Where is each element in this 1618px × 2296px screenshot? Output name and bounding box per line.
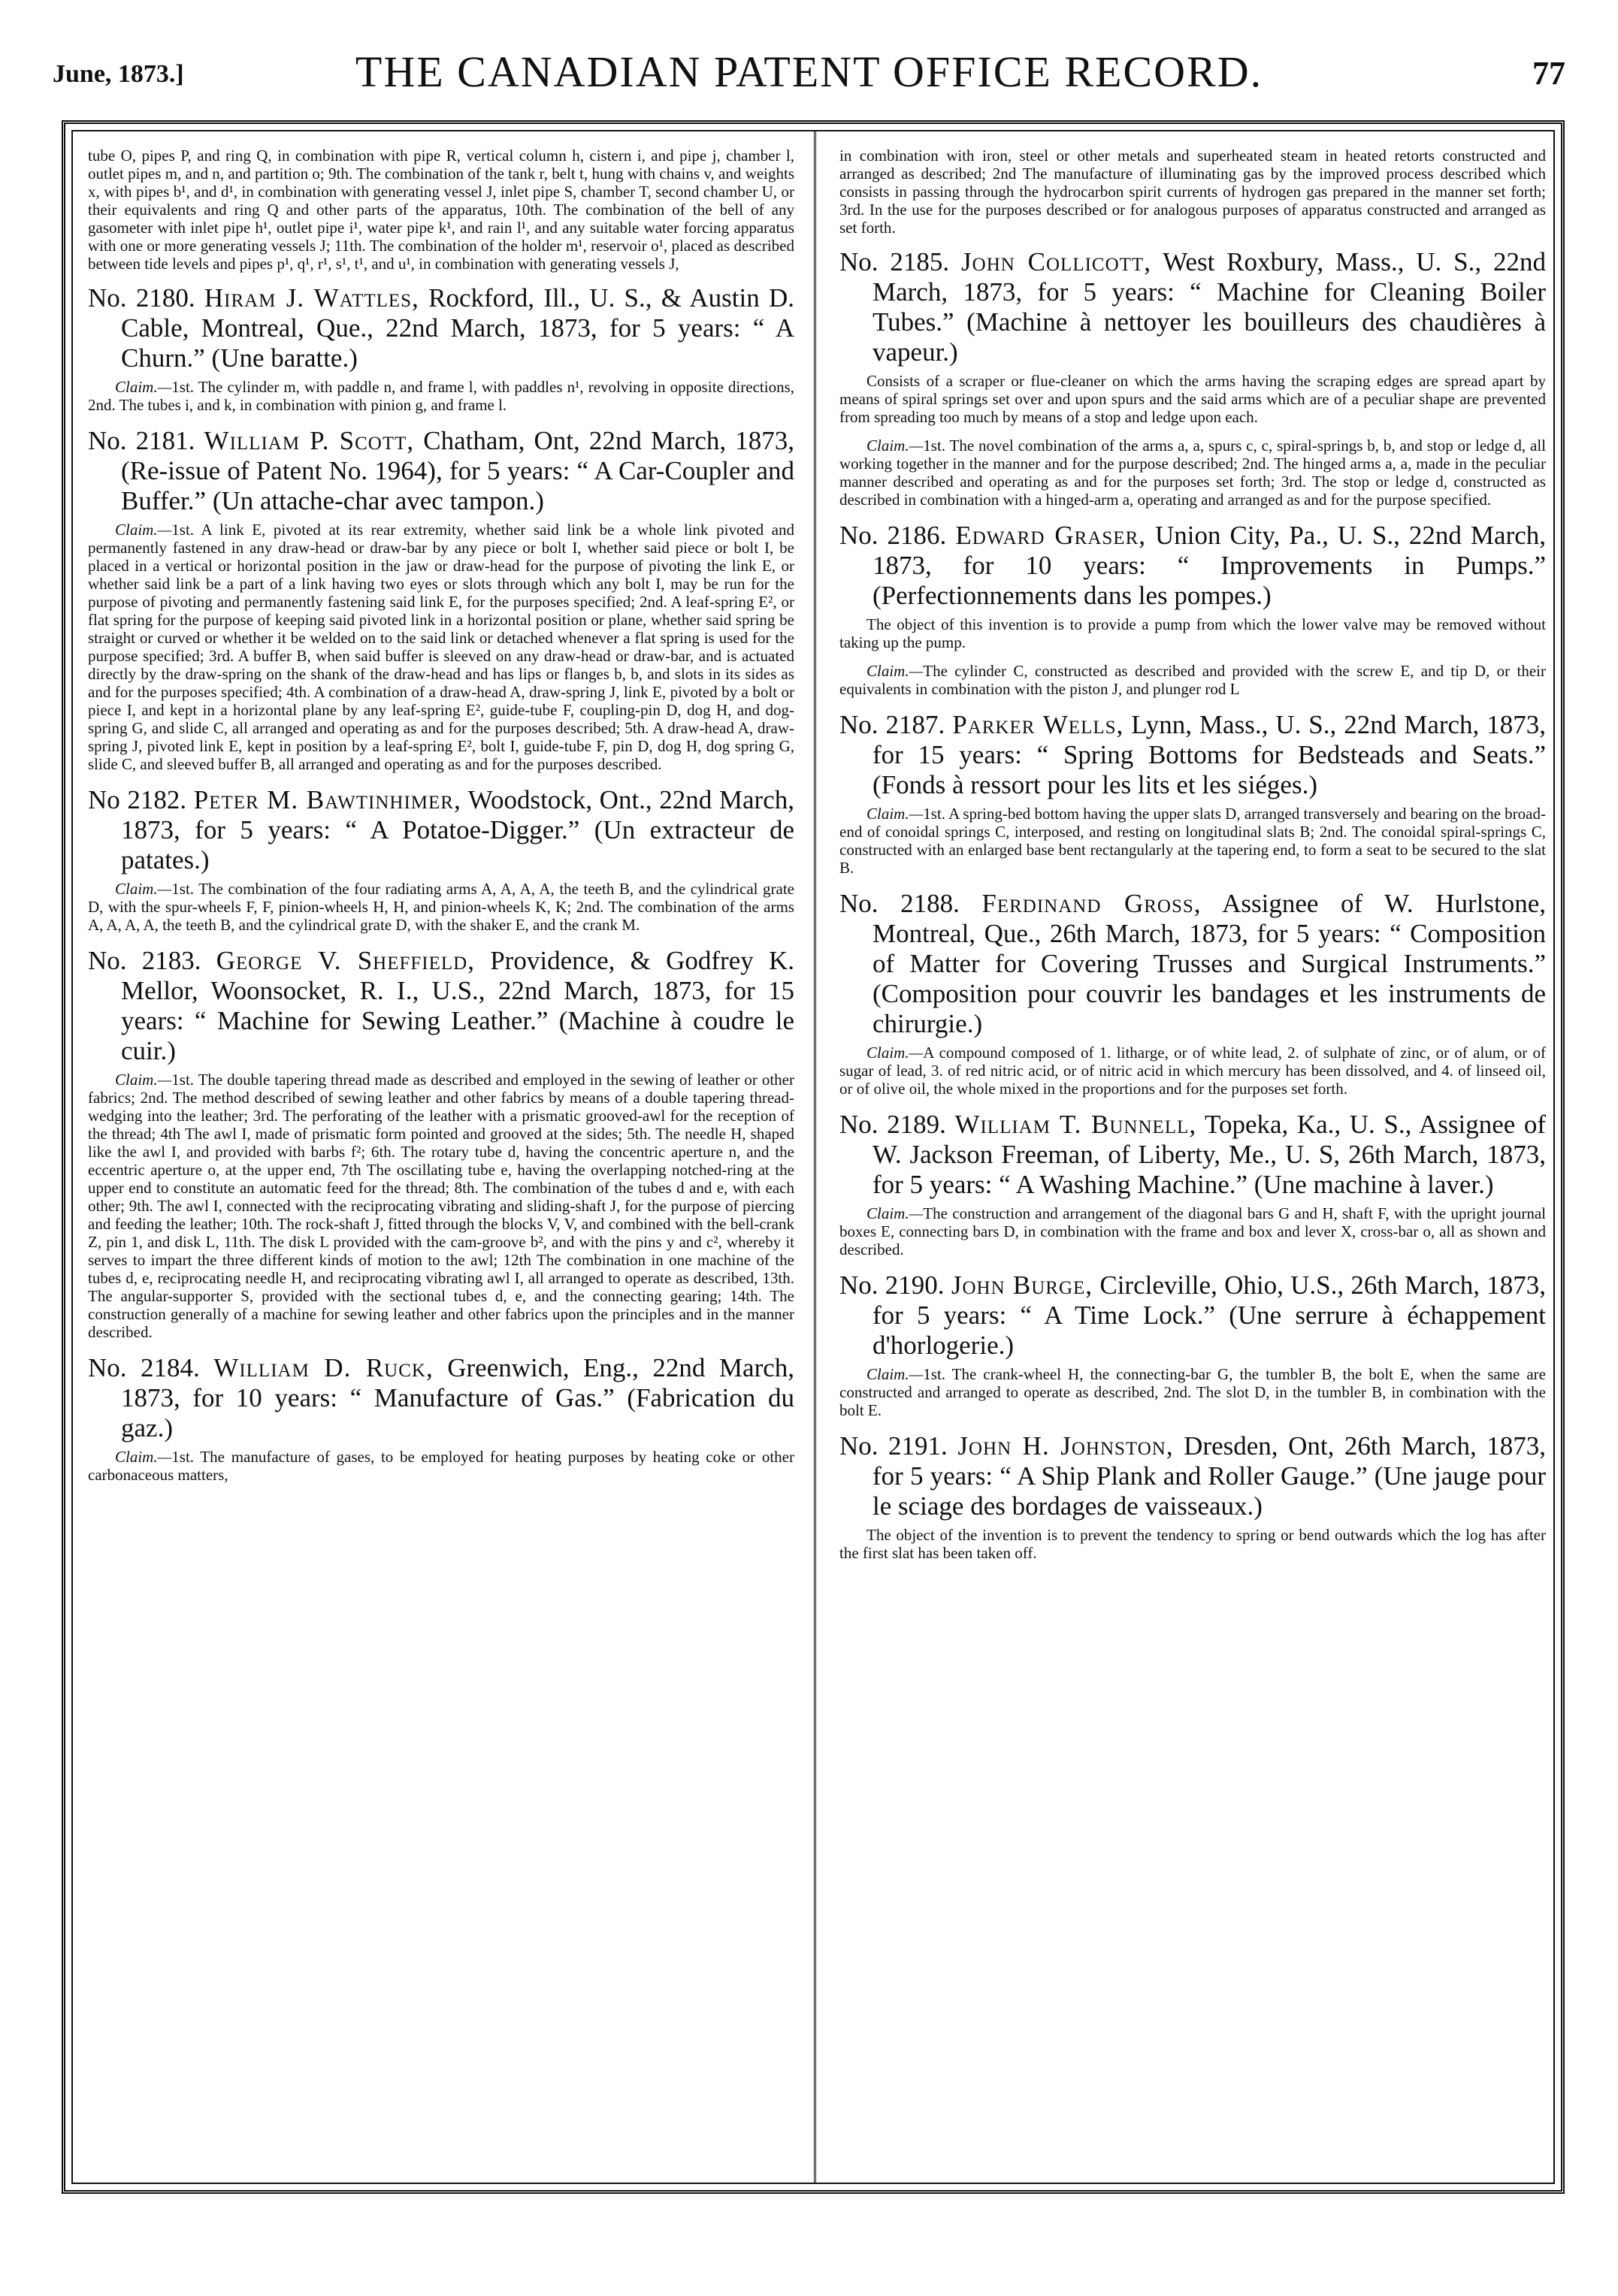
claim-body: The cylinder C, constructed as described and provided with the screw E, and tip D, or their equivalents in combination with the piston J, and plunger rod L	[839, 662, 1546, 698]
patent-entry-2183	[88, 946, 794, 1341]
patent-details: Greenwich, Eng., 22nd March, 1873, for 10 years: “ Manufacture of Gas.” (Fabrication du gaz.)	[121, 1353, 794, 1443]
column-divider	[814, 130, 816, 2184]
patentee-name: Hiram J. Wattles,	[204, 283, 419, 313]
claim-body: 1st. A link E, pivoted at its rear extremity, whether said link be a whole link pivoted and permanently fastened in any draw-head or draw-bar by any piece or bolt I, whether said piece or bolt I, be placed in a vertical or horizontal position in the jaw or draw-head for the purpose of pivoting the link E, or whether said link be a part of a link having two eyes or slots through which any bolt I, may be run for the purpose of pivoting and permanently fastening said link E, for the purposes specified; 2nd. A leaf-spring E², or flat spring for the purpose of keeping said pivoted link in a horizontal position or plane, whether said spring be straight or curved or whether it be welded on to the said link or detached whenever a flat spring is used for the purpose specified; 3rd. A buffer B, when said buffer is sleeved on any draw-head or draw-bar, and is actuated directly by the draw-spring on the shank of the draw-head and has lips or flanges b, b, and slots in its sides as and for the purposes specified; 4th. A combination of a draw-head A, draw-spring J, link E, pivoted by a bolt or piece I, and kept in a horizontal plane by any leaf-spring E², guide-tube F, coupling-pin D, dog H, and dog-spring G, and slide C, all arranged and operating as and for the purposes described; 5th. A draw-head A, draw-spring J, pivoted link E, kept in position by a leaf-spring E², bolt I, guide-tube F, pin D, dog H, dog spring G, slide C, and sleeved buffer B, all arranged and operating as and for the purposes described.	[88, 521, 794, 773]
entry-heading	[88, 946, 794, 1066]
patent-details: Assignee of W. Hurlstone, Montreal, Que., 26th March, 1873, for 5 years: “ Composition of Matter for Covering Trusses and Surgical Instruments.” (Composition pour couvrir les bandages et les instruments de chirurgie.)	[873, 889, 1546, 1038]
patentee-name: Peter M. Bawtinhimer,	[193, 785, 461, 814]
patent-number: No. 2189.	[839, 1110, 946, 1139]
claim-body: 1st. The double tapering thread made as described and employed in the sewing of leather or other fabrics; 2nd. The method described of sewing leather and other fabrics by means of a double tapering thread-wedging into the leather; 3rd. The perforating of the leather with a prismatic grooved-awl for the reception of the thread; 4th The awl I, made of prismatic form pointed and grooved at the sides; 5th. The needle H, shaped like the awl I, and provided with barbs f²; 6th. The rotary tube d, having the concentric aperture n, and the eccentric aperture o, at the upper end, 7th The oscillating tube e, having the overlapping notched-ring at the upper end to constitute an automatic feed for the thread; 8th. The combination of the tubes d and e, with each other; 9th. The awl I, connected with the reciprocating vibrating and sliding-shaft J, for the purpose of piercing and feeding the leather; 10th. The rock-shaft J, fitted through the blocks V, V, and combined with the bell-crank Z, pin 1, and disk L, 11th. The disk L provided with the cam-groove b², and with the pins y and c², whereby it serves to impart the three different kinds of motion to the awl; 12th The combination in one machine of the tubes d, e, reciprocating needle H, and reciprocating vibrating awl I, all arranged to operate as described, 13th. The angular-supporter S, provided with the sectional tubes d, e, and the connecting gearing; 14th. The construction generally of a machine for sewing leather and other fabrics upon the principles and in the manner described.	[88, 1071, 794, 1341]
patent-entry-2188	[839, 889, 1546, 1098]
patentee-name: Ferdinand Gross,	[981, 889, 1202, 918]
patent-details: West Roxbury, Mass., U. S., 22nd March, 1873, for 5 years: “ Machine for Cleaning Boiler Tubes.” (Machine à nettoyer les bouilleurs des chaudières à vapeur.)	[873, 247, 1546, 367]
patent-number: No. 2183.	[88, 946, 201, 975]
patentee-name: Edward Graser,	[955, 521, 1146, 550]
claim-text	[839, 805, 1546, 877]
patent-number: No. 2184.	[88, 1353, 200, 1382]
patent-entry-2186	[839, 521, 1546, 698]
page-frame	[62, 120, 1565, 2194]
patent-entry-2191	[839, 1431, 1546, 1562]
claim-label: Claim.—	[115, 1071, 172, 1089]
claim-text	[88, 1071, 794, 1341]
patentee-name: John Burge,	[951, 1270, 1093, 1300]
claim-label: Claim.—	[115, 1448, 172, 1466]
entry-heading	[88, 785, 794, 875]
claim-label: Claim.—	[866, 437, 924, 455]
invention-summary: Consists of a scraper or flue-cleaner on which the arms having the scraping edges are spread apart by means of spiral springs set over and upon spurs and the said arms which are of a peculiar shape are prevented from spreading too much by means of a stop and ledge upon each.	[839, 372, 1546, 426]
entry-heading	[88, 1353, 794, 1443]
claim-body: 1st. A spring-bed bottom having the upper slats D, arranged transversely and bearing on the broad-end of conoidal springs C, interposed, and resting on longitudinal slats B; 2nd. The conoidal spiral-springs C, constructed with an enlarged base bent rectangularly at the tapering end, to form a seat to be secured to the slat B.	[839, 805, 1546, 877]
patent-details: Topeka, Ka., U. S., Assignee of W. Jackson Freeman, of Liberty, Me., U. S, 26th March, 1873, for 5 years: “ A Washing Machine.” (Une machine à laver.)	[873, 1110, 1546, 1199]
patentee-name: John H. Johnston,	[957, 1431, 1174, 1461]
patentee-name: Parker Wells,	[952, 710, 1124, 739]
entry-heading	[839, 521, 1546, 611]
patentee-name: William D. Ruck,	[213, 1353, 434, 1382]
claim-body: 1st. The novel combination of the arms a, a, spurs c, c, spiral-springs b, b, and stop or ledge d, all working together in the manner and for the purpose described; 2nd. The hinged arms a, a, made in the peculiar manner described and operating as and for the purposes set forth; 3rd. The stop or ledge d, constructed as described in combination with a hinged-arm a, operating and arranged as and for the purpose specified.	[839, 437, 1546, 509]
patent-number: No. 2187.	[839, 710, 945, 739]
entry-heading	[839, 1270, 1546, 1361]
claim-text	[88, 378, 794, 414]
patent-number: No. 2181.	[88, 426, 195, 455]
patentee-name: John Collicott,	[961, 247, 1151, 276]
claim-text	[88, 1448, 794, 1484]
patent-details: Dresden, Ont, 26th March, 1873, for 5 years: “ A Ship Plank and Roller Gauge.” (Une jauge pour le sciage des bordages de vaisseaux.)	[873, 1431, 1546, 1521]
left-column	[88, 147, 794, 2168]
patent-entry-2190	[839, 1270, 1546, 1419]
continued-claim-text: in combination with iron, steel or other metals and superheated steam in heated retorts constructed and arranged as described; 2nd The manufacture of illuminating gas by the improved process described which consists in passing through the hydrocarbon spirit currents of hydrogen gas prepared in the manner set forth; 3rd. In the use for the purposes described or for analogous purposes of apparatus constructed and arranged as set forth.	[839, 147, 1546, 237]
claim-label: Claim.—	[866, 1365, 924, 1383]
patentee-name: William P. Scott,	[204, 426, 415, 455]
patent-number: No. 2188.	[839, 889, 960, 918]
claim-body: 1st. The cylinder m, with paddle n, and frame l, with paddles n¹, revolving in opposite directions, 2nd. The tubes i, and k, in combination with pinion g, and frame l.	[88, 378, 794, 414]
patentee-name: George V. Sheffield,	[216, 946, 475, 975]
claim-body: 1st. The combination of the four radiating arms A, A, A, A, the teeth B, and the cylindrical grate D, with the spur-wheels F, F, pinion-wheels H, H, and pinion-wheels K, K; 2nd. The combination of the arms A, A, A, A, the teeth B, and the cylindrical grate D, with the shaker E, and the crank M.	[88, 880, 794, 934]
patent-details: Circleville, Ohio, U.S., 26th March, 1873, for 5 years: “ A Time Lock.” (Une serrure à échappement d'horlogerie.)	[873, 1270, 1546, 1360]
patent-entry-2182	[88, 785, 794, 934]
claim-label: Claim.—	[866, 662, 924, 680]
claim-text	[839, 1204, 1546, 1258]
claim-label: Claim.—	[115, 378, 172, 396]
patent-details: Chatham, Ont, 22nd March, 1873, (Re-issue of Patent No. 1964), for 5 years: “ A Car-Coupler and Buffer.” (Un attache-char avec tampon.)	[121, 426, 794, 515]
patent-entry-2181	[88, 426, 794, 773]
entry-heading	[839, 1431, 1546, 1521]
claim-label: Claim.—	[866, 1204, 924, 1222]
patent-number: No. 2185.	[839, 247, 950, 276]
page-number: 77	[1532, 55, 1565, 92]
claim-label: Claim.—	[115, 521, 172, 539]
patent-details: Providence, & Godfrey K. Mellor, Woonsocket, R. I., U.S., 22nd March, 1873, for 15 years: “ Machine for Sewing Leather.” (Machine à coudre le cuir.)	[121, 946, 794, 1065]
issue-date: June, 1873.]	[53, 60, 184, 88]
patent-entry-2184	[88, 1353, 794, 1484]
entry-heading	[839, 710, 1546, 800]
claim-body: 1st. The crank-wheel H, the connecting-bar G, the tumbler B, the bolt E, when the same are constructed and arranged to operate as described, 2nd. The slot D, in the tumbler B, in combination with the bolt E.	[839, 1365, 1546, 1419]
invention-summary: The object of the invention is to prevent the tendency to spring or bend outwards which the log has after the first slat has been taken off.	[839, 1526, 1546, 1562]
entry-heading	[88, 283, 794, 373]
patent-entry-2180	[88, 283, 794, 414]
claim-label: Claim.—	[866, 805, 924, 823]
patent-details: Lynn, Mass., U. S., 22nd March, 1873, for 15 years: “ Spring Bottoms for Bedsteads and Seats.” (Fonds à ressort pour les lits et les siéges.)	[873, 710, 1546, 799]
entry-heading	[839, 1110, 1546, 1200]
claim-body: 1st. The manufacture of gases, to be employed for heating purposes by heating coke or other carbonaceous matters,	[88, 1448, 794, 1484]
entry-heading	[839, 247, 1546, 367]
claim-text	[839, 1365, 1546, 1419]
claim-label: Claim.—	[115, 880, 172, 898]
patent-number: No. 2186.	[839, 521, 947, 550]
patent-details: Union City, Pa., U. S., 22nd March, 1873, for 10 years: “ Improvements in Pumps.” (Perfectionnements dans les pompes.)	[873, 521, 1546, 610]
patent-number: No. 2190.	[839, 1270, 945, 1300]
claim-text	[839, 1044, 1546, 1098]
claim-text	[839, 662, 1546, 698]
patent-details: Rockford, Ill., U. S., & Austin D. Cable, Montreal, Que., 22nd March, 1873, for 5 years: “ A Churn.” (Une baratte.)	[121, 283, 794, 373]
patent-number: No 2182.	[88, 785, 187, 814]
patent-details: Woodstock, Ont., 22nd March, 1873, for 5 years: “ A Potatoe-Digger.” (Un extracteur de patates.)	[121, 785, 794, 875]
invention-summary: The object of this invention is to provide a pump from which the lower valve may be removed without taking up the pump.	[839, 615, 1546, 651]
entry-heading	[88, 426, 794, 516]
right-column	[839, 147, 1546, 2168]
patentee-name: William T. Bunnell,	[954, 1110, 1197, 1139]
claim-text	[839, 437, 1546, 509]
entry-heading	[839, 889, 1546, 1039]
claim-label: Claim.—	[866, 1044, 924, 1062]
patent-entry-2189	[839, 1110, 1546, 1258]
patent-number: No. 2191.	[839, 1431, 948, 1461]
claim-text	[88, 521, 794, 773]
continued-claim-text: tube O, pipes P, and ring Q, in combination with pipe R, vertical column h, cistern i, and pipe j, chamber l, outlet pipes m, and n, and partition o; 9th. The combination of the tank r, belt t, hung with chains v, and weights x, with pipes b¹, and d¹, in combination with generating vessel J, inlet pipe S, chamber T, second chamber U, or their equivalents and ring Q and other parts of the apparatus, 10th. The combination of the bell of any gasometer with inlet pipe h¹, outlet pipe i¹, water pipe k¹, and rain l¹, and any suitable water forcing apparatus with one or more generating vessels J; 11th. The combination of the holder m¹, reservoir o¹, placed as described between tide levels and pipes p¹, q¹, r¹, s¹, t¹, and u¹, in combination with generating vessels J,	[88, 147, 794, 273]
claim-body: A compound composed of 1. litharge, or of white lead, 2. of sulphate of zinc, or of alum, or of sugar of lead, 3. of red nitric acid, or of nitric acid in which mercury has been dissolved, and 4. of linseed oil, or of olive oil, the whole mixed in the proportions and for the purposes set forth.	[839, 1044, 1546, 1098]
publication-title: THE CANADIAN PATENT OFFICE RECORD.	[355, 47, 1263, 96]
running-head	[30, 38, 1588, 105]
patent-entry-2185	[839, 247, 1546, 509]
claim-body: The construction and arrangement of the diagonal bars G and H, shaft F, with the upright journal boxes E, connecting bars D, in combination with the frame and box and lever X, cross-bar o, all as shown and described.	[839, 1204, 1546, 1258]
patent-entry-2187	[839, 710, 1546, 877]
claim-text	[88, 880, 794, 934]
patent-number: No. 2180.	[88, 283, 195, 313]
